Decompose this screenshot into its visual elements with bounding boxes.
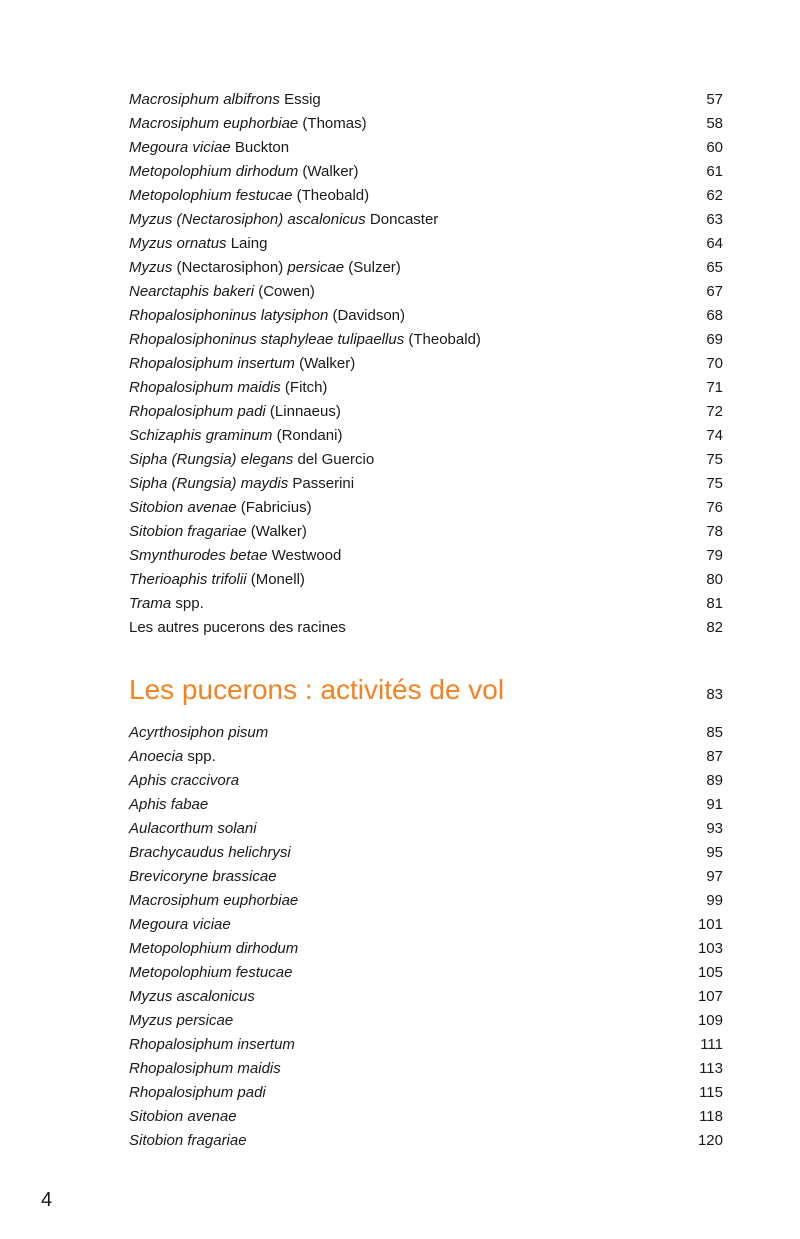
species-name: Rhopalosiphum maidis [129, 379, 281, 396]
toc-entry[interactable] [129, 352, 723, 376]
toc-entry[interactable] [129, 304, 723, 328]
toc-entry-title [129, 424, 342, 448]
species-name: Aulacorthum solani [129, 820, 257, 837]
toc-entry-page: 89 [706, 772, 723, 789]
species-name: Metopolophium festucae [129, 964, 293, 981]
author-text: (Rondani) [272, 427, 343, 444]
toc-entry[interactable] [129, 616, 723, 640]
toc-entry-page: 113 [699, 1060, 723, 1077]
species-name: Myzus [129, 259, 173, 276]
toc-entry-page: 115 [699, 1084, 723, 1101]
toc-entry-title [129, 1105, 237, 1129]
toc-entry[interactable] [129, 400, 723, 424]
author-text: Westwood [267, 547, 342, 564]
toc-entry-page: 107 [697, 988, 723, 1005]
author-text: (Walker) [294, 355, 356, 372]
toc-entry-page: 105 [697, 964, 723, 981]
toc-entry-title [129, 745, 216, 769]
toc-entry[interactable] [129, 817, 723, 841]
toc-entry-page: 85 [706, 724, 723, 741]
toc-entry-title [129, 160, 359, 184]
toc-entry-title [129, 1081, 266, 1105]
author-text: (Theobald) [404, 331, 481, 348]
toc-entry-title [129, 256, 401, 280]
author-text: Doncaster [365, 211, 439, 228]
toc-entry-title [129, 208, 438, 232]
toc-entry-page: 76 [706, 499, 723, 516]
toc-entry-page: 111 [700, 1036, 723, 1053]
toc-entry-title [129, 1033, 295, 1057]
author-text: (Fitch) [280, 379, 328, 396]
species-name: Rhopalosiphoninus staphyleae tulipaellus [129, 331, 405, 348]
toc-entry-title [129, 865, 277, 889]
toc-entry-page: 63 [706, 211, 723, 228]
toc-entry-title [129, 793, 208, 817]
author-text: (Monell) [246, 571, 305, 588]
toc-entry-title [129, 937, 298, 961]
author-text: spp. [183, 748, 216, 765]
species-name: Sitobion fragariae [129, 523, 247, 540]
toc-entry-title [129, 184, 369, 208]
toc-entry-title [129, 1129, 247, 1153]
section-title: Les pucerons : activités de vol [129, 674, 505, 705]
author-text: (Thomas) [298, 115, 367, 132]
species-name: Aphis fabae [129, 796, 209, 813]
toc-entry[interactable] [129, 376, 723, 400]
species-name: Sitobion avenae [129, 1108, 237, 1125]
species-name: Sitobion fragariae [129, 1132, 247, 1149]
toc-entry-page: 99 [706, 892, 723, 909]
toc-entry-page: 97 [706, 868, 723, 885]
species-name: Myzus ascalonicus [129, 988, 255, 1005]
toc-entry[interactable] [129, 136, 723, 160]
species-name: Sipha (Rungsia) maydis [129, 475, 289, 492]
species-name: Schizaphis graminum [129, 427, 273, 444]
toc-entry-title [129, 280, 315, 304]
toc-entry-title [129, 1057, 281, 1081]
toc-entry-page: 87 [706, 748, 723, 765]
toc-entry-page: 69 [706, 331, 723, 348]
toc-entry-page: 68 [706, 307, 723, 324]
toc-entry-page: 71 [706, 379, 723, 396]
toc-entry-title [129, 769, 239, 793]
species-name: Therioaphis trifolii [129, 571, 247, 588]
toc-entry[interactable] [129, 448, 723, 472]
toc-entry-title [129, 472, 354, 496]
toc-entry[interactable] [129, 424, 723, 448]
toc-entry-page: 81 [706, 595, 723, 612]
toc-entry-title [129, 985, 255, 1009]
toc-entry-title [129, 232, 267, 256]
toc-entry[interactable] [129, 328, 723, 352]
toc-entry[interactable] [129, 1105, 723, 1129]
toc-entry-page: 74 [706, 427, 723, 444]
species-name: Acyrthosiphon pisum [129, 724, 269, 741]
toc-entry[interactable] [129, 496, 723, 520]
toc-entry[interactable] [129, 937, 723, 961]
author-text: Laing [226, 235, 268, 252]
toc-entry-page: 78 [706, 523, 723, 540]
toc-entry-page: 61 [706, 163, 723, 180]
toc-entry[interactable] [129, 889, 723, 913]
toc-entry-page: 75 [706, 475, 723, 492]
toc-entry-title [129, 721, 268, 745]
author-text: Les autres pucerons des racines [129, 619, 346, 636]
toc-entry[interactable] [129, 1033, 723, 1057]
toc-entry-title [129, 304, 405, 328]
toc-entry-title [129, 544, 341, 568]
toc-list-flight-activity [129, 721, 723, 1153]
toc-entry[interactable] [129, 280, 723, 304]
toc-entry-title [129, 961, 292, 985]
toc-entry[interactable] [129, 160, 723, 184]
toc-entry[interactable] [129, 721, 723, 745]
toc-entry-page: 67 [706, 283, 723, 300]
author-text: (Linnaeus) [265, 403, 341, 420]
toc-entry[interactable] [129, 592, 723, 616]
author-text: (Theobald) [292, 187, 370, 204]
toc-entry[interactable] [129, 472, 723, 496]
species-name: Smynthurodes betae [129, 547, 268, 564]
species-name: Nearctaphis bakeri [129, 283, 255, 300]
author-text: spp. [171, 595, 204, 612]
species-name: Myzus (Nectarosiphon) ascalonicus [129, 211, 366, 228]
toc-entry-page: 118 [699, 1108, 723, 1125]
toc-entry-page: 95 [706, 844, 723, 861]
species-name: Rhopalosiphum maidis [129, 1060, 281, 1077]
toc-entry-page: 93 [706, 820, 723, 837]
species-name: Myzus ornatus [129, 235, 227, 252]
species-name: Rhopalosiphoninus latysiphon [129, 307, 329, 324]
toc-entry-title [129, 328, 481, 352]
toc-entry[interactable] [129, 1081, 723, 1105]
page-number: 4 [41, 1189, 53, 1211]
toc-entry-page: 70 [706, 355, 723, 372]
toc-entry[interactable] [129, 208, 723, 232]
author-text: Passerini [288, 475, 355, 492]
toc-entry[interactable] [129, 985, 723, 1009]
toc-entry[interactable] [129, 520, 723, 544]
author-text: Essig [279, 91, 321, 108]
species-name: Brevicoryne brassicae [129, 868, 277, 885]
species-name: Rhopalosiphum padi [129, 1084, 266, 1101]
species-name: Macrosiphum euphorbiae [129, 892, 299, 909]
toc-entry-page: 109 [697, 1012, 723, 1029]
toc-entry[interactable] [129, 568, 723, 592]
toc-entry-title [129, 616, 346, 640]
toc-entry-page: 101 [697, 916, 723, 933]
toc-entry-title [129, 1009, 233, 1033]
toc-entry[interactable] [129, 1057, 723, 1081]
toc-entry-page: 91 [706, 796, 723, 813]
toc-entry-title [129, 568, 305, 592]
toc-entry-page: 79 [706, 547, 723, 564]
species-name: Rhopalosiphum insertum [129, 355, 295, 372]
species-name: Myzus persicae [129, 1012, 234, 1029]
toc-entry-title [129, 520, 307, 544]
species-name: Rhopalosiphum padi [129, 403, 266, 420]
toc-entry-page: 75 [706, 451, 723, 468]
toc-entry-title [129, 376, 327, 400]
toc-entry-page: 103 [697, 940, 723, 957]
toc-entry[interactable] [129, 232, 723, 256]
toc-entry-page: 62 [706, 187, 723, 204]
species-name: Anoecia [129, 748, 184, 765]
toc-entry-page: 65 [706, 259, 723, 276]
toc-entry-page: 60 [706, 139, 723, 156]
toc-entry-title [129, 448, 374, 472]
toc-entry[interactable] [129, 745, 723, 769]
species-name: Sitobion avenae [129, 499, 237, 516]
toc-entry[interactable] [129, 88, 723, 112]
species-name: Trama [129, 595, 172, 612]
author-text: Buckton [230, 139, 290, 156]
species-name: Metopolophium dirhodum [129, 163, 299, 180]
author-text: (Walker) [246, 523, 307, 540]
species-name: Metopolophium festucae [129, 187, 293, 204]
toc-entry-title [129, 400, 341, 424]
toc-entry[interactable] [129, 793, 723, 817]
toc-entry[interactable] [129, 1009, 723, 1033]
toc-entry-page: 57 [706, 91, 723, 108]
section-page-number: 83 [706, 686, 723, 703]
author-text: (Nectarosiphon) [172, 259, 288, 276]
toc-entry-title [129, 817, 257, 841]
toc-entry-title [129, 913, 231, 937]
toc-entry-page: 80 [706, 571, 723, 588]
toc-entry-page: 64 [706, 235, 723, 252]
toc-entry-title [129, 592, 204, 616]
toc-entry-title [129, 88, 321, 112]
toc-entry[interactable] [129, 112, 723, 136]
author-text: (Davidson) [328, 307, 406, 324]
species-name: Sipha (Rungsia) elegans [129, 451, 294, 468]
author-text: (Sulzer) [344, 259, 401, 276]
toc-entry[interactable] [129, 961, 723, 985]
toc-entry-page: 82 [706, 619, 723, 636]
toc-entry-title [129, 889, 298, 913]
species-name: Macrosiphum euphorbiae [129, 115, 299, 132]
toc-entry-page: 120 [697, 1132, 723, 1149]
species-name: Aphis craccivora [129, 772, 240, 789]
toc-entry[interactable] [129, 256, 723, 280]
toc-entry-title [129, 841, 291, 865]
toc-entry-title [129, 352, 355, 376]
toc-entry[interactable] [129, 913, 723, 937]
toc-entry-title [129, 496, 312, 520]
species-name: persicae [287, 259, 345, 276]
toc-entry[interactable] [129, 841, 723, 865]
toc-list-species [129, 88, 723, 640]
author-text: del Guercio [293, 451, 375, 468]
toc-entry-page: 72 [706, 403, 723, 420]
section-heading [129, 674, 723, 706]
toc-entry[interactable] [129, 544, 723, 568]
toc-entry[interactable] [129, 865, 723, 889]
toc-entry-title [129, 112, 367, 136]
toc-entry-title [129, 136, 289, 160]
species-name: Macrosiphum albifrons [129, 91, 280, 108]
toc-entry[interactable] [129, 184, 723, 208]
toc-entry-page: 58 [706, 115, 723, 132]
species-name: Brachycaudus helichrysi [129, 844, 291, 861]
author-text: (Fabricius) [236, 499, 312, 516]
species-name: Rhopalosiphum insertum [129, 1036, 295, 1053]
species-name: Megoura viciae [129, 916, 231, 933]
author-text: (Cowen) [254, 283, 315, 300]
toc-entry[interactable] [129, 769, 723, 793]
species-name: Megoura viciae [129, 139, 231, 156]
author-text: (Walker) [298, 163, 359, 180]
toc-entry[interactable] [129, 1129, 723, 1153]
species-name: Metopolophium dirhodum [129, 940, 299, 957]
